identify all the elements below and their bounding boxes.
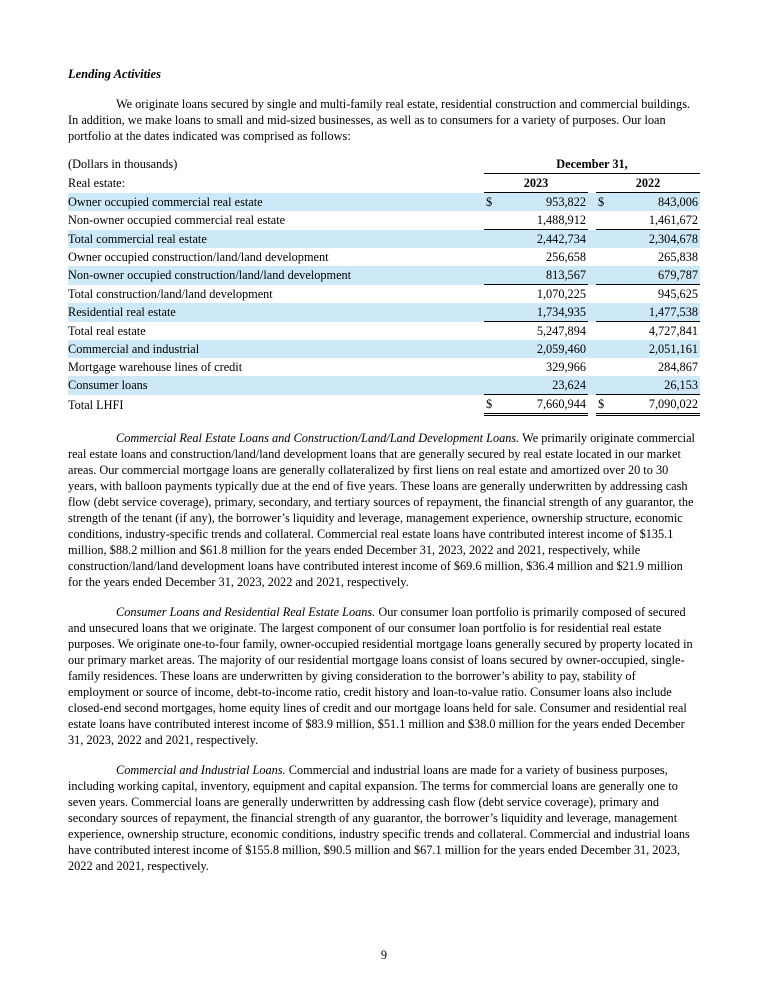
column-gap <box>588 376 596 395</box>
value-2022: 1,477,538 <box>612 303 700 322</box>
column-gap <box>588 322 596 341</box>
year-header-2023: 2023 <box>484 174 588 193</box>
column-gap <box>588 230 596 249</box>
dollar-sign <box>484 358 500 376</box>
value-2022: 265,838 <box>658 250 698 264</box>
table-row <box>68 322 700 341</box>
dollar-sign <box>484 285 500 304</box>
column-gap <box>588 303 596 322</box>
column-gap <box>588 248 596 266</box>
value-2023: 256,658 <box>546 250 586 264</box>
value-2023: 5,247,894 <box>536 324 586 338</box>
table-row <box>68 230 700 249</box>
table-row <box>68 211 700 230</box>
paragraph-body: Our consumer loan portfolio is primarily composed of secured and unsecured loans that we originate. The largest component of our consumer loan portfolio is for residential real estate purposes. We originate one-to-four family, owner-occupied residential mortgage loans generally secured by property located in our primary market areas. The majority of our residential mortgage loans consist of loans secured by owner-occupied, single-family residences. These loans are underwritten by giving consideration to the borrower’s ability to pay, stability of employment or source of income, debt-to-income ratio, credit history and loan-to-value ratio. Consumer loans also include closed-end second mortgages, home equity lines of credit and our mortgage loans held for sale. Consumer and residential real estate loans have contributed interest income of $83.9 million, $51.1 million and $38.0 million for the years ended December 31, 2023, 2022 and 2021, respectively. <box>68 605 693 747</box>
row-label: Mortgage warehouse lines of credit <box>68 360 243 374</box>
column-gap <box>588 266 596 285</box>
table-year-header-row <box>68 174 700 193</box>
paragraph-commercial-real-estate <box>68 430 700 590</box>
dollar-sign <box>484 266 500 285</box>
dollar-sign <box>596 266 612 285</box>
value-2022: 7,090,022 <box>612 395 700 415</box>
dollar-sign <box>596 285 612 304</box>
value-2023: 2,059,460 <box>500 340 588 358</box>
table-row <box>68 358 700 376</box>
date-header: December 31, <box>484 155 700 174</box>
value-2023: 329,966 <box>546 360 586 374</box>
value-2022: 2,304,678 <box>612 230 700 249</box>
year-header-2022: 2022 <box>596 174 700 193</box>
dollar-sign <box>596 303 612 322</box>
row-label: Total commercial real estate <box>68 230 484 249</box>
row-label: Total real estate <box>68 323 146 338</box>
paragraph-lead: Commercial and Industrial Loans. <box>116 763 286 777</box>
paragraph-commercial-industrial <box>68 762 700 874</box>
table-row <box>68 285 700 304</box>
paragraph-body: Commercial and industrial loans are made for a variety of business purposes, including working capital, inventory, equipment and capital expansion. The terms for commercial loans are generally one to seven years. Commercial loans are generally underwritten by addressing cash flow (debt service coverage), primary and secondary sources of repayment, the financial strength of any guarantor, the borrower’s liquidity and leverage, management experience, ownership structure, economic conditions, industry specific trends and collateral. Commercial and industrial loans have contributed interest income of $155.8 million, $90.5 million and $67.1 million for the years ended December 31, 2023, 2022 and 2021, respectively. <box>68 763 690 873</box>
units-label: (Dollars in thousands) <box>68 157 178 172</box>
value-2022: 1,461,672 <box>612 211 700 230</box>
page-number: 9 <box>380 948 388 962</box>
column-gap <box>588 174 596 193</box>
row-label: Total construction/land/land development <box>68 286 273 301</box>
paragraph-lead: Consumer Loans and Residential Real Estate Loans. <box>116 605 376 619</box>
paragraph-consumer-loans <box>68 604 700 748</box>
dollar-sign <box>596 376 612 395</box>
table-row <box>68 340 700 358</box>
row-label: Owner occupied commercial real estate <box>68 193 484 212</box>
dollar-sign: $ <box>484 395 500 415</box>
table-row-total <box>68 395 700 415</box>
dollar-sign: $ <box>596 395 612 415</box>
dollar-sign <box>484 340 500 358</box>
value-2022: 2,051,161 <box>612 340 700 358</box>
value-2023: 23,624 <box>500 376 588 395</box>
value-2022: 679,787 <box>612 266 700 285</box>
table-units-row <box>68 155 700 174</box>
column-gap <box>588 358 596 376</box>
value-2023: 7,660,944 <box>500 395 588 415</box>
row-label: Owner occupied construction/land/land development <box>68 250 329 264</box>
dollar-sign <box>596 340 612 358</box>
dollar-sign <box>596 211 612 230</box>
section-label: Real estate: <box>68 176 126 190</box>
dollar-sign <box>484 230 500 249</box>
dollar-sign <box>484 211 500 230</box>
row-label: Residential real estate <box>68 303 484 322</box>
value-2023: 1,070,225 <box>536 287 586 301</box>
loan-portfolio-table <box>68 155 700 416</box>
dollar-sign <box>596 230 612 249</box>
dollar-sign <box>596 322 612 341</box>
row-label: Non-owner occupied construction/land/land development <box>68 266 484 285</box>
dollar-sign <box>484 248 500 266</box>
intro-paragraph: We originate loans secured by single and multi-family real estate, residential construction and commercial buildings. In addition, we make loans to small and mid-sized businesses, as well as to consumers for a variety of purposes. Our loan portfolio at the dates indicated was comprised as follows: <box>68 97 691 143</box>
table-row <box>68 376 700 395</box>
column-gap <box>588 211 596 230</box>
column-gap <box>588 340 596 358</box>
table-row <box>68 248 700 266</box>
table-row <box>68 266 700 285</box>
row-label: Non-owner occupied commercial real estate <box>68 213 286 228</box>
value-2023: 1,734,935 <box>500 303 588 322</box>
value-2023: 953,822 <box>500 193 588 212</box>
value-2023: 813,567 <box>500 266 588 285</box>
value-2022: 4,727,841 <box>648 324 698 338</box>
value-2022: 843,006 <box>612 193 700 212</box>
paragraph-body: We primarily originate commercial real estate loans and construction/land/land development loans that are generally secured by real estate located in our market areas. Our commercial mortgage loans are generally collateralized by first liens on real estate and amortized over 20 to 30 years, with balloon payments typically due at the end of five years. These loans are generally underwritten by addressing cash flow (debt service coverage), primary, secondary, and tertiary sources of repayment, the financial strength of any guarantor, the strength of the tenant (if any), the borrower’s liquidity and leverage, management experience, ownership structure, economic conditions, industry-specific trends and collateral. Commercial real estate loans have contributed interest income of $135.1 million, $88.2 million and $61.8 million for the years ended December 31, 2023, 2022 and 2021, respectively, while construction/land/land development loans have contributed interest income of $69.6 million, $36.4 million and $21.9 million for the years ended December 31, 2023, 2022 and 2021, respectively. <box>68 431 695 589</box>
column-gap <box>588 193 596 212</box>
table-row <box>68 193 700 212</box>
dollar-sign: $ <box>596 193 612 212</box>
row-label: Commercial and industrial <box>68 340 484 358</box>
value-2022: 284,867 <box>658 360 698 374</box>
dollar-sign <box>484 322 500 341</box>
dollar-sign <box>484 376 500 395</box>
column-gap <box>588 395 596 415</box>
paragraph-lead: Commercial Real Estate Loans and Construction/Land/Land Development Loans. <box>116 431 520 445</box>
column-gap <box>588 285 596 304</box>
value-2022: 945,625 <box>658 287 698 301</box>
dollar-sign: $ <box>484 193 500 212</box>
value-2023: 1,488,912 <box>500 211 588 230</box>
row-label: Consumer loans <box>68 376 484 395</box>
section-heading: Lending Activities <box>68 67 161 81</box>
value-2022: 26,153 <box>612 376 700 395</box>
dollar-sign <box>596 248 612 266</box>
table-row <box>68 303 700 322</box>
dollar-sign <box>596 358 612 376</box>
dollar-sign <box>484 303 500 322</box>
row-label: Total LHFI <box>68 397 124 412</box>
value-2023: 2,442,734 <box>500 230 588 249</box>
